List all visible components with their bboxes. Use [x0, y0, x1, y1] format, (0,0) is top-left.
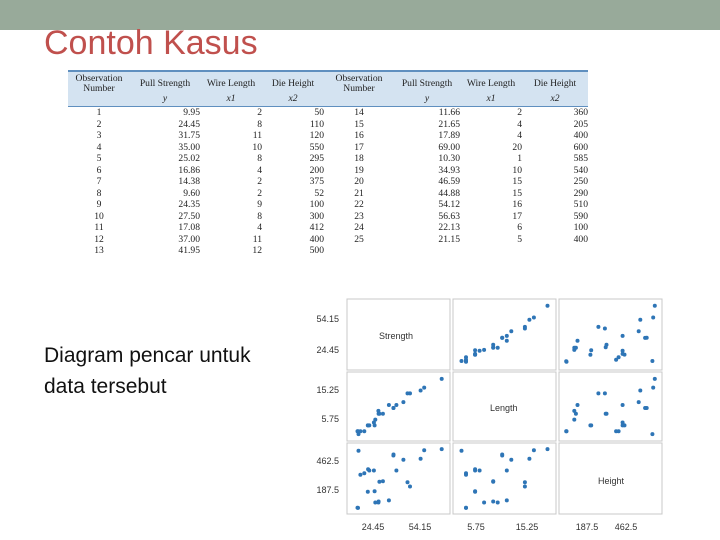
- table-cell: 8: [257, 210, 262, 222]
- matrix-panel: [559, 299, 662, 370]
- data-point: [491, 500, 495, 504]
- data-point: [505, 334, 509, 338]
- x-tick-label: 462.5: [614, 522, 638, 532]
- data-point: [650, 359, 654, 363]
- data-point: [523, 480, 527, 484]
- data-point: [473, 348, 477, 352]
- data-point: [500, 336, 504, 340]
- caption-line-2: data tersebut: [44, 375, 167, 398]
- data-point: [381, 479, 385, 483]
- column-header: Wire Length: [200, 71, 262, 94]
- data-point: [357, 449, 361, 453]
- table-cell: 22: [354, 199, 364, 210]
- table-cell: 200: [309, 164, 324, 176]
- data-point: [377, 480, 381, 484]
- data-point: [509, 458, 513, 462]
- table-cell: 24.35: [178, 199, 200, 210]
- data-point: [464, 358, 468, 362]
- x-tick-label: 54.15: [408, 522, 432, 532]
- table-cell: 25.02: [178, 153, 200, 164]
- table-cell: 17.08: [178, 222, 200, 233]
- data-point: [505, 339, 509, 343]
- data-point: [460, 359, 464, 363]
- data-point: [373, 489, 377, 493]
- table-cell: 9: [257, 199, 262, 210]
- x-tick-label: 187.5: [575, 522, 599, 532]
- data-point: [589, 423, 593, 427]
- table-cell: 360: [573, 107, 588, 118]
- data-point: [532, 448, 536, 452]
- column-header: Pull Strength: [130, 71, 200, 94]
- table-cell: 16: [512, 199, 522, 210]
- table-cell: 375: [309, 176, 324, 187]
- table-cell: 500: [309, 245, 324, 256]
- table-cell: 15: [512, 187, 522, 199]
- data-point: [576, 339, 580, 343]
- table-cell: 510: [573, 199, 588, 210]
- column-symbol: x2: [522, 94, 588, 107]
- table-cell: 21: [354, 187, 364, 199]
- y-tick-label: 54.15: [316, 314, 339, 324]
- table-cell: 9.95: [183, 107, 200, 118]
- table-cell: 27.50: [178, 210, 200, 222]
- data-point: [362, 429, 366, 433]
- table-cell: 300: [309, 210, 324, 222]
- data-point: [603, 391, 607, 395]
- table-cell: 50: [314, 107, 324, 118]
- data-point: [394, 469, 398, 473]
- matrix-panel: [453, 443, 556, 514]
- table-cell: 9: [96, 199, 102, 210]
- table-cell: 11: [94, 222, 104, 233]
- data-point: [482, 348, 486, 352]
- table-cell: 10.30: [438, 153, 460, 164]
- table-cell: 400: [573, 233, 588, 245]
- data-point: [372, 421, 376, 425]
- data-point: [401, 400, 405, 404]
- table-cell: 2: [96, 118, 102, 130]
- data-point: [387, 498, 391, 502]
- table-cell: 412: [309, 222, 324, 233]
- table-cell: 20: [512, 141, 522, 153]
- data-point: [367, 469, 371, 473]
- table-cell: 20: [354, 176, 364, 187]
- table-cell: 8: [96, 187, 102, 199]
- data-point: [460, 449, 464, 453]
- table-cell: 205: [573, 118, 588, 130]
- data-point: [391, 454, 395, 458]
- data-point: [621, 421, 625, 425]
- data-point: [362, 471, 366, 475]
- x-tick-label: 24.45: [361, 522, 385, 532]
- data-point: [391, 406, 395, 410]
- data-point: [394, 403, 398, 407]
- data-point: [358, 473, 362, 477]
- table-cell: 15: [354, 118, 364, 130]
- table-cell: 2: [257, 176, 262, 187]
- data-point: [491, 479, 495, 483]
- table-cell: 295: [309, 153, 324, 164]
- table-cell: 400: [573, 130, 588, 141]
- data-point: [357, 432, 361, 436]
- caption-line-1: Diagram pencar untuk: [44, 344, 251, 367]
- table-cell: 7: [96, 176, 102, 187]
- data-point: [523, 485, 527, 489]
- column-header: Die Height: [262, 71, 324, 94]
- y-tick-label: 5.75: [321, 414, 339, 424]
- data-point: [621, 334, 625, 338]
- data-point: [473, 489, 477, 493]
- table-cell: 400: [309, 233, 324, 245]
- table-cell: 35.00: [178, 141, 200, 153]
- data-point: [482, 501, 486, 505]
- data-point: [576, 403, 580, 407]
- data-point: [651, 316, 655, 320]
- table-cell: 41.95: [178, 245, 200, 256]
- table-cell: 24.45: [178, 118, 200, 130]
- data-point: [621, 349, 625, 353]
- column-symbol: y: [130, 94, 200, 107]
- data-point: [643, 336, 647, 340]
- data-point: [589, 348, 593, 352]
- data-point: [650, 432, 654, 436]
- data-point: [651, 386, 655, 390]
- table-cell: 23: [354, 210, 364, 222]
- data-point: [401, 458, 405, 462]
- data-point: [605, 343, 609, 347]
- table-cell: 120: [309, 130, 324, 141]
- table-cell: 69.00: [438, 141, 460, 153]
- table-cell: 31.75: [178, 130, 200, 141]
- data-point: [406, 480, 410, 484]
- table-cell: 2: [257, 187, 262, 199]
- table-cell: 19: [354, 164, 364, 176]
- table-cell: 14: [354, 107, 364, 118]
- table-cell: 16.86: [178, 164, 200, 176]
- variable-label: Length: [490, 403, 518, 413]
- x-tick-label: 15.25: [515, 522, 539, 532]
- data-point: [614, 429, 618, 433]
- data-point: [621, 403, 625, 407]
- table-cell: 34.93: [438, 164, 460, 176]
- data-point: [381, 412, 385, 416]
- data-point: [527, 457, 531, 461]
- data-point: [473, 469, 477, 473]
- table-cell: 12: [94, 233, 104, 245]
- x-tick-label: 5.75: [467, 522, 485, 532]
- data-point: [372, 469, 376, 473]
- data-point: [596, 325, 600, 329]
- data-point: [464, 473, 468, 477]
- data-point: [509, 329, 513, 333]
- table-cell: 17.89: [438, 130, 460, 141]
- table-cell: 600: [573, 141, 588, 153]
- table-cell: 1: [517, 153, 522, 164]
- data-point: [422, 448, 426, 452]
- table-cell: 8: [257, 118, 262, 130]
- table-cell: 16: [354, 130, 364, 141]
- table-cell: 590: [573, 210, 588, 222]
- data-point: [505, 469, 509, 473]
- table-cell: 540: [573, 164, 588, 176]
- data-point: [478, 469, 482, 473]
- data-point: [478, 349, 482, 353]
- data-point: [605, 412, 609, 416]
- data-point: [419, 389, 423, 393]
- data-point: [638, 389, 642, 393]
- data-point: [614, 358, 618, 362]
- table-cell: 15: [512, 176, 522, 187]
- table-cell: 110: [309, 118, 324, 130]
- data-point: [422, 386, 426, 390]
- table-cell: 44.88: [438, 187, 460, 199]
- table-cell: 24: [354, 222, 364, 233]
- y-tick-label: 462.5: [316, 456, 339, 466]
- data-point: [653, 304, 657, 308]
- data-point: [643, 406, 647, 410]
- data-point: [572, 409, 576, 413]
- table-cell: 10: [94, 210, 104, 222]
- data-point: [565, 429, 569, 433]
- y-tick-label: 15.25: [316, 385, 339, 395]
- table-cell: 5: [96, 153, 102, 164]
- data-point: [496, 346, 500, 350]
- column-header: Wire Length: [460, 71, 522, 94]
- data-point: [464, 506, 468, 510]
- table-cell: 2: [257, 107, 262, 118]
- data-point: [419, 457, 423, 461]
- column-header: Observation Number: [324, 71, 394, 94]
- data-point: [373, 501, 377, 505]
- table-cell: 17: [354, 141, 364, 153]
- slide-title: Contoh Kasus: [44, 24, 258, 62]
- data-point: [572, 418, 576, 422]
- table-cell: 6: [96, 164, 102, 176]
- data-point: [505, 498, 509, 502]
- data-point: [546, 304, 550, 308]
- table-cell: 4: [257, 164, 262, 176]
- data-point: [440, 377, 444, 381]
- table-cell: 46.59: [438, 176, 460, 187]
- data-point: [523, 327, 527, 331]
- table-cell: 1: [96, 107, 102, 118]
- table-cell: 12: [252, 245, 262, 256]
- column-symbol: x1: [200, 94, 262, 107]
- column-header: Die Height: [522, 71, 588, 94]
- table-cell: 2: [517, 107, 522, 118]
- data-point: [366, 490, 370, 494]
- table-cell: 11: [252, 233, 262, 245]
- variable-label: Height: [598, 476, 625, 486]
- table-cell: 13: [94, 245, 104, 256]
- data-point: [546, 447, 550, 451]
- data-point: [565, 360, 569, 364]
- table-cell: 8: [257, 153, 262, 164]
- table-cell: 25: [354, 233, 364, 245]
- matrix-panel: [453, 299, 556, 370]
- table-cell: 10: [252, 141, 262, 153]
- table-cell: 4: [96, 141, 102, 153]
- table-cell: 100: [309, 199, 324, 210]
- data-point: [356, 506, 360, 510]
- data-point: [496, 501, 500, 505]
- table-cell: 250: [573, 176, 588, 187]
- column-header: Observation Number: [68, 71, 130, 94]
- data-point: [572, 348, 576, 352]
- data-point: [408, 485, 412, 489]
- table-cell: 11: [252, 130, 262, 141]
- table-cell: 550: [309, 141, 324, 153]
- data-point: [637, 400, 641, 404]
- table-cell: 52: [314, 187, 324, 199]
- table-cell: 37.00: [178, 233, 200, 245]
- table-cell: 9.60: [183, 187, 200, 199]
- table-cell: 14.38: [178, 176, 200, 187]
- table-cell: 290: [573, 187, 588, 199]
- data-point: [376, 409, 380, 413]
- table-cell: 10: [512, 164, 522, 176]
- table-cell: 22.13: [438, 222, 460, 233]
- matrix-panel: [347, 443, 450, 514]
- data-point: [473, 352, 477, 356]
- table-cell: 6: [517, 222, 522, 233]
- table-cell: 18: [354, 153, 364, 164]
- table-cell: 17: [512, 210, 522, 222]
- data-point: [406, 391, 410, 395]
- column-symbol: x1: [460, 94, 522, 107]
- table-cell: 21.15: [438, 233, 460, 245]
- table-cell: 100: [573, 222, 588, 233]
- data-point: [637, 329, 641, 333]
- table-cell: 54.12: [438, 199, 460, 210]
- data-point: [596, 391, 600, 395]
- data-point: [440, 447, 444, 451]
- data-point: [532, 316, 536, 320]
- table-cell: 3: [96, 130, 102, 141]
- data-point: [500, 454, 504, 458]
- table-cell: 4: [517, 130, 522, 141]
- data-point: [527, 318, 531, 322]
- data-point: [653, 377, 657, 381]
- column-symbol: y: [394, 94, 460, 107]
- table-cell: 4: [257, 222, 262, 233]
- data-point: [638, 318, 642, 322]
- table-cell: 4: [517, 118, 522, 130]
- table-cell: 585: [573, 153, 588, 164]
- data-point: [387, 403, 391, 407]
- y-tick-label: 187.5: [316, 485, 339, 495]
- data-point: [491, 343, 495, 347]
- y-tick-label: 24.45: [316, 345, 339, 355]
- data-point: [603, 327, 607, 331]
- data-point: [367, 423, 371, 427]
- column-symbol: x2: [262, 94, 324, 107]
- table-cell: 5: [517, 233, 522, 245]
- table-cell: 56.63: [438, 210, 460, 222]
- data-point: [588, 353, 592, 357]
- table-cell: 11.66: [438, 107, 460, 118]
- column-header: Pull Strength: [394, 71, 460, 94]
- variable-label: Strength: [379, 331, 414, 341]
- table-cell: 21.65: [438, 118, 460, 130]
